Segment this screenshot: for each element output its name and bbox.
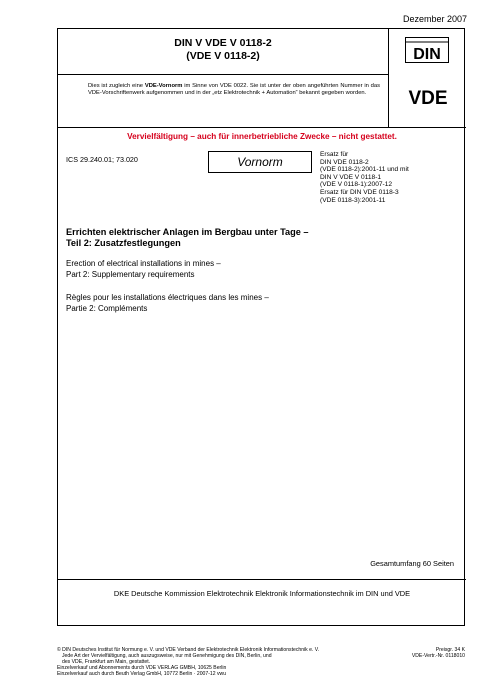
title-english (66, 259, 456, 280)
replacement-line: Ersatz für (320, 151, 349, 158)
footer-line: Einzelverkauf auch durch Beuth Verlag GmbH, 10772 Berlin · 2007-12 vwu (57, 671, 227, 678)
standard-title-block (58, 29, 388, 75)
replacement-line: (VDE 0118-2):2001-11 und mit (320, 166, 409, 174)
page-count: Gesamtumfang 60 Seiten (370, 559, 454, 568)
title-german-line: Errichten elektrischer Anlagen im Bergbau unter Tage – (66, 227, 309, 237)
footer-line: © DIN Deutsches Institut für Normung e. V. und VDE Verband der Elektrotechnik Elektronik Informationstechnik e. V. (57, 647, 320, 653)
replacement-line: (VDE 0118-3):2001-11 (320, 196, 386, 204)
standard-number: DIN V VDE V 0118-2 (174, 37, 272, 49)
dke-divider (58, 579, 466, 580)
price-group: Preisgr. 34 K (435, 647, 465, 653)
replacement-line: DIN V VDE V 0118-1 (320, 173, 382, 181)
copyright-footer (57, 647, 357, 677)
title-german-line: Teil 2: Zusatzfestlegungen (66, 238, 181, 248)
din-logo (405, 37, 449, 63)
title-french-line: Partie 2: Compléments (66, 303, 148, 313)
din-logo-text: DIN (413, 46, 441, 63)
footer-line: Einzelverkauf und Abonnements durch VDE VERLAG GMBH, 10625 Berlin (57, 665, 227, 672)
vornorm-badge: Vornorm (208, 151, 312, 173)
replacement-note (320, 151, 460, 204)
footer-line: Jede Art der Vervielfältigung, auch auszugsweise, nur mit Genehmigung des DIN, Berlin, und (62, 653, 272, 660)
price-footer (412, 647, 465, 659)
copy-warning: Vervielfältigung – auch für innerbetriebliche Zwecke – nicht gestattet. (127, 132, 397, 141)
replacement-line: DIN VDE 0118-2 (320, 158, 369, 166)
vde-logo (397, 87, 459, 107)
vde-note: Dies ist zugleich eine VDE-Vornorm im Sinne von VDE 0022. Sie ist unter der oben angeführten Nummer in das VDE-Vorschriftenwerk aufgenommen und in der „etz Elektrotechnik + Automation“ bekannt gegeben worden. (88, 83, 380, 97)
vde-distribution-number: VDE-Vertr.-Nr. 0118010 (411, 653, 465, 660)
logo-block (388, 29, 466, 127)
title-english-line: Part 2: Supplementary requirements (66, 269, 195, 279)
replacement-line: Ersatz für DIN VDE 0118-3 (320, 188, 399, 196)
title-german (66, 227, 456, 249)
issue-date: Dezember 2007 (402, 14, 467, 24)
replacement-line: (VDE V 0118-1):2007-12 (320, 181, 393, 189)
title-page-frame (57, 28, 465, 626)
header-divider (58, 127, 466, 128)
title-english-line: Erection of electrical installations in mines – (66, 259, 221, 268)
footer-line: des VDE, Frankfurt am Main, gestattet. (62, 659, 151, 666)
standard-vde-number: (VDE V 0118-2) (186, 50, 260, 62)
title-french (66, 293, 456, 314)
ics-code: ICS 29.240.01; 73.020 (66, 155, 138, 164)
title-french-line: Règles pour les installations électriques dans les mines – (66, 293, 269, 302)
vde-logo-text: VDE (408, 88, 448, 107)
dke-issuer: DKE Deutsche Kommission Elektrotechnik Elektronik Informationstechnik im DIN und VDE (113, 589, 411, 598)
